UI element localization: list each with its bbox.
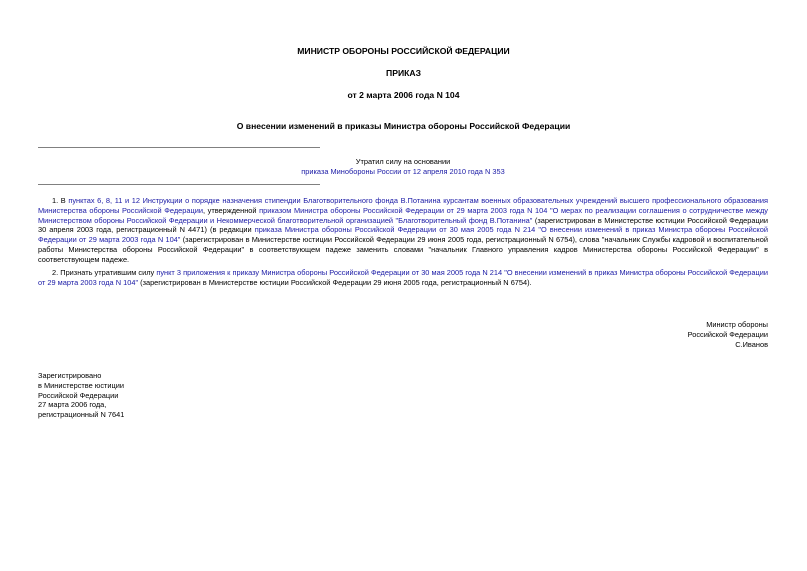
signature-line-2: Российской Федерации <box>687 329 768 339</box>
lost-force-note <box>38 157 768 177</box>
p1-text-2: , утвержденной <box>202 205 260 215</box>
p2-text-2: (зарегистрирован в Министерстве юстиции Российской Федерации 29 июня 2005 года, регистрационный N 6754). <box>138 277 532 287</box>
date-number-heading: от 2 марта 2006 года N 104 <box>347 90 460 100</box>
doc-type-heading: ПРИКАЗ <box>386 68 421 78</box>
p2-link-item-3[interactable]: пункт 3 приложения к приказу Министра обороны Российской Федерации от 30 мая 2005 года N 214 "О внесении изменений в приказ Министра обороны Российской Федерации от 29 марта 2003 года N 104" <box>38 268 768 287</box>
paragraph-1 <box>38 196 768 264</box>
registration-line-2: в Министерстве юстиции <box>38 380 125 390</box>
p1-link-instruction[interactable]: пунктах 6, 8, 11 и 12 Инструкции о порядке назначения стипендии Благотворительного фонда В.Потанина курсантам военных образовательных учреждений высшего профессионального образования Министерства обороны Российской Федерации <box>38 196 768 215</box>
paragraph-2 <box>38 268 768 288</box>
top-divider <box>38 147 320 148</box>
p1-link-order-104[interactable]: приказом Министра обороны Российской Федерации от 29 марта 2003 года N 104 "О мерах по реализации соглашения о сотрудничестве между Министерством обороны Российской Федерации и Некоммерческой благотворительной организацией "Благотворительный фонд В.Потанина" <box>38 205 768 225</box>
lost-force-link[interactable]: приказа Минобороны России от 12 апреля 2010 года N 353 <box>301 166 505 176</box>
registration-block <box>38 371 238 420</box>
ministry-heading: МИНИСТР ОБОРОНЫ РОССИЙСКОЙ ФЕДЕРАЦИИ <box>297 46 510 56</box>
document-title: О внесении изменений в приказы Министра обороны Российской Федерации <box>236 121 571 131</box>
p1-text-4: (зарегистрирован в Министерстве юстиции Российской Федерации 29 июня 2005 года, регистрационный N 6754), слова "начальник Службы кадровой и воспитательной работы Министерства обороны Российской Федерации" в соответствующем падеже заменить словами "начальник Главного управления кадров Министерства обороны Российской Федерации" в соответствующем падеже. <box>38 235 768 264</box>
signature-name: С.Иванов <box>735 339 768 349</box>
registration-line-3: Российской Федерации <box>38 390 119 400</box>
p2-text-1: 2. Признать утратившим силу <box>52 268 157 277</box>
signature-line-1: Министр обороны <box>706 320 768 329</box>
p1-link-order-214[interactable]: приказа Министра обороны Российской Федерации от 30 мая 2005 года N 214 "О внесении изменений в приказ Министра обороны Российской Федерации от 29 марта 2003 года N 104" <box>38 225 768 245</box>
registration-line-4: 27 марта 2006 года, <box>38 400 107 410</box>
bottom-divider <box>38 184 320 185</box>
p1-text-3: (зарегистрирован в Министерстве юстиции Российской Федерации 30 апреля 2003 года, регистрационный N 4471) (в редакции <box>38 215 768 235</box>
registration-line-1: Зарегистрировано <box>38 371 102 380</box>
lost-force-text: Утратил силу на основании <box>355 157 451 166</box>
signature-block <box>568 320 768 349</box>
registration-line-5: регистрационный N 7641 <box>38 410 125 420</box>
p1-text-1: 1. В <box>52 196 69 205</box>
